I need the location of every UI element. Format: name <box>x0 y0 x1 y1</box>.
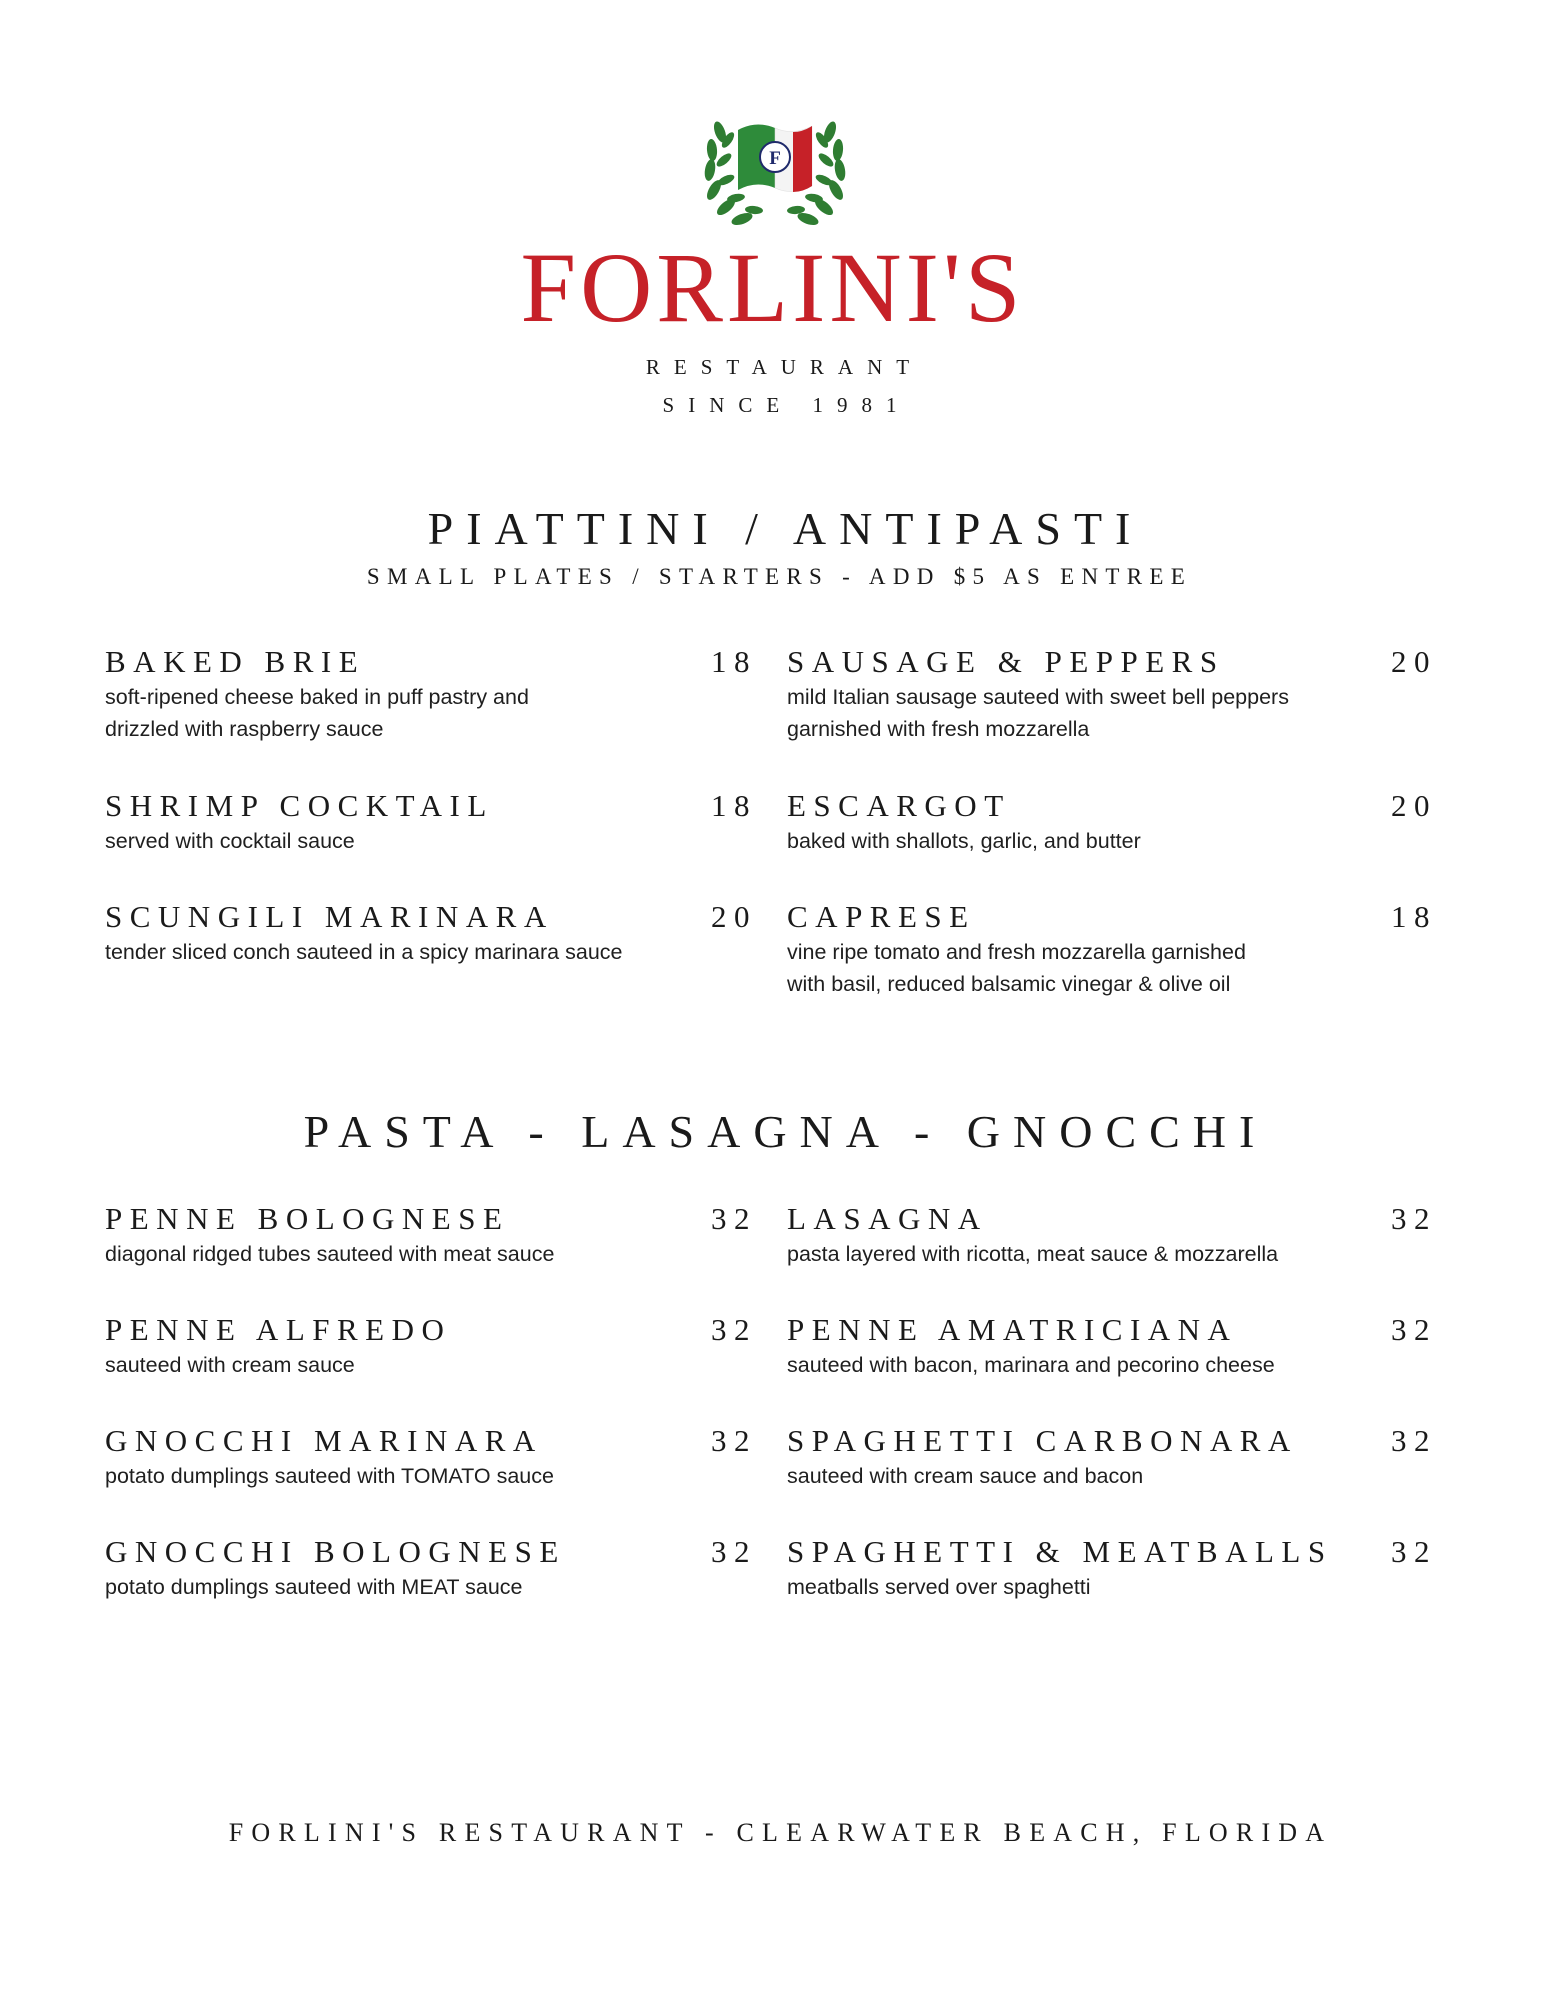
item-name: PENNE AMATRICIANA <box>787 1312 1238 1347</box>
item-price: 20 <box>711 899 757 934</box>
item-price: 32 <box>711 1534 757 1569</box>
item-price: 32 <box>711 1201 757 1236</box>
item-price: 18 <box>711 788 757 823</box>
item-name: SPAGHETTI CARBONARA <box>787 1423 1298 1458</box>
item-price: 20 <box>1391 644 1437 679</box>
item-price: 18 <box>1391 899 1437 934</box>
item-name: SAUSAGE & PEPPERS <box>787 644 1225 679</box>
footer-address: FORLINI'S RESTAURANT - CLEARWATER BEACH, FLORIDA <box>228 1818 1333 1847</box>
item-description: vine ripe tomato and fresh mozzarella garnished with basil, reduced balsamic vinegar & olive oil <box>787 940 1246 996</box>
laurel-flag-logo-icon <box>700 110 850 236</box>
item-name: LASAGNA <box>787 1201 988 1236</box>
brand-since: SINCE 1981 <box>662 393 911 417</box>
item-price: 32 <box>1391 1201 1437 1236</box>
section-subtitle-antipasti: SMALL PLATES / STARTERS - ADD $5 AS ENTREE <box>366 564 1193 589</box>
item-description: meatballs served over spaghetti <box>787 1575 1091 1599</box>
item-name: SHRIMP COCKTAIL <box>105 788 494 823</box>
item-description: sauteed with cream sauce <box>105 1353 355 1377</box>
item-description: tender sliced conch sauteed in a spicy marinara sauce <box>105 940 623 964</box>
item-name: BAKED BRIE <box>105 644 366 679</box>
item-price: 32 <box>1391 1534 1437 1569</box>
brand-tagline: RESTAURANT <box>645 355 924 379</box>
item-description: potato dumplings sauteed with MEAT sauce <box>105 1575 523 1599</box>
item-description: potato dumplings sauteed with TOMATO sauce <box>105 1464 554 1488</box>
section-title-pasta: PASTA - LASAGNA - GNOCCHI <box>303 1106 1268 1157</box>
item-description: served with cocktail sauce <box>105 829 355 853</box>
brand-name: FORLINI'S <box>520 232 1025 343</box>
italian-flag-icon <box>738 124 812 192</box>
item-description: sauteed with bacon, marinara and pecorino cheese <box>787 1353 1275 1377</box>
item-price: 32 <box>711 1423 757 1458</box>
item-price: 32 <box>1391 1423 1437 1458</box>
section-title-antipasti: PIATTINI / ANTIPASTI <box>427 503 1144 554</box>
item-name: ESCARGOT <box>787 788 1011 823</box>
item-price: 18 <box>711 644 757 679</box>
item-name: CAPRESE <box>787 899 976 934</box>
item-price: 20 <box>1391 788 1437 823</box>
item-description: mild Italian sausage sauteed with sweet bell peppers garnished with fresh mozzarella <box>787 685 1289 741</box>
item-name: PENNE BOLOGNESE <box>105 1201 510 1236</box>
item-description: sauteed with cream sauce and bacon <box>787 1464 1144 1488</box>
item-name: SPAGHETTI & MEATBALLS <box>787 1534 1333 1569</box>
item-description: baked with shallots, garlic, and butter <box>787 829 1141 853</box>
item-price: 32 <box>1391 1312 1437 1347</box>
item-description: diagonal ridged tubes sauteed with meat sauce <box>105 1242 555 1266</box>
item-price: 32 <box>711 1312 757 1347</box>
item-name: PENNE ALFREDO <box>105 1312 452 1347</box>
item-name: GNOCCHI MARINARA <box>105 1423 543 1458</box>
item-description: soft-ripened cheese baked in puff pastry and drizzled with raspberry sauce <box>105 685 529 741</box>
item-name: GNOCCHI BOLOGNESE <box>105 1534 566 1569</box>
item-name: SCUNGILI MARINARA <box>105 899 554 934</box>
emblem-letter: F <box>769 148 781 169</box>
item-description: pasta layered with ricotta, meat sauce & mozzarella <box>787 1242 1279 1266</box>
